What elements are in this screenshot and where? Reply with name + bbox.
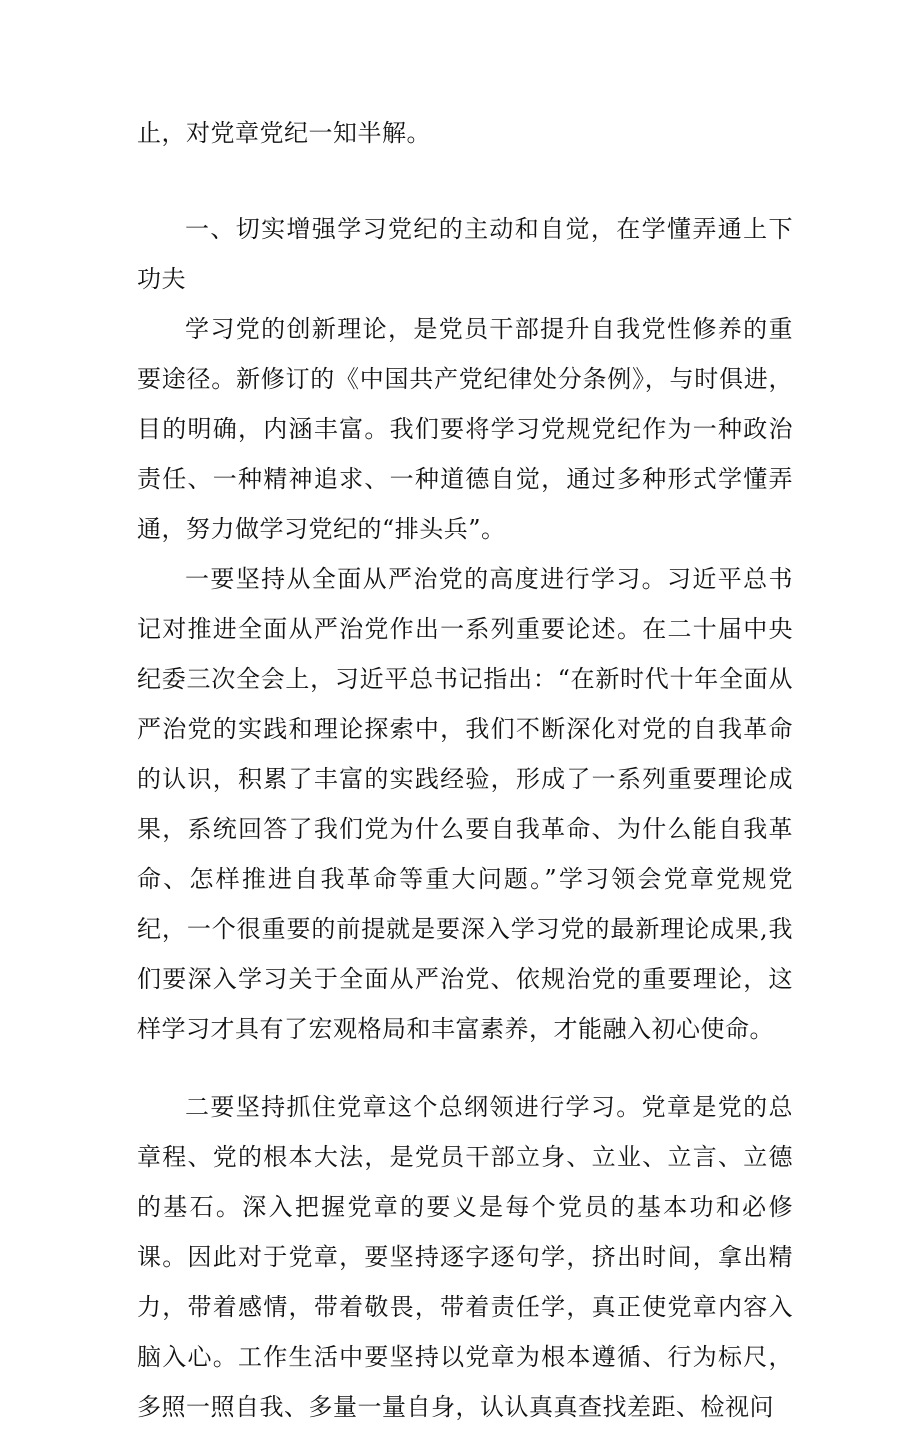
document-body xyxy=(137,108,793,1432)
paragraph-continuation: 止，对党章党纪一知半解。 xyxy=(137,119,431,147)
paragraph-point-2: 二要坚持抓住党章这个总纲领进行学习。党章是党的总章程、党的根本大法，是党员干部立身、立业、立言、立德的基石。深入把握党章的要义是每个党员的基本功和必修课。因此对于党章，要坚持逐字逐句学，挤出时间，拿出精力，带着感情，带着敬畏，带着责任学，真正使党章内容入脑入心。工作生活中要坚持以党章为根本遵循、行为标尺，多照一照自我、多量一量自身，认认真真查找差距、检视问 xyxy=(137,1093,793,1421)
paragraph-intro: 学习党的创新理论，是党员干部提升自我党性修养的重要途径。新修订的《中国共产党纪律处分条例》，与时俱进，目的明确，内涵丰富。我们要将学习党规党纪作为一种政治责任、一种精神追求、一种道德自觉，通过多种形式学懂弄通，努力做学习党纪的“排头兵”。 xyxy=(137,315,793,543)
paragraph-point-1: 一要坚持从全面从严治党的高度进行学习。习近平总书记对推进全面从严治党作出一系列重要论述。在二十届中央纪委三次全会上，习近平总书记指出：“在新时代十年全面从严治党的实践和理论探索中，我们不断深化对党的自我革命的认识，积累了丰富的实践经验，形成了一系列重要理论成果，系统回答了我们党为什么要自我革命、为什么能自我革命、怎样推进自我革命等重大问题。”学习领会党章党规党纪，一个很重要的前提就是要深入学习党的最新理论成果,我们要深入学习关于全面从严治党、依规治党的重要理论，这样学习才具有了宏观格局和丰富素养，才能融入初心使命。 xyxy=(137,565,793,1043)
section-heading-1: 一、切实增强学习党纪的主动和自觉，在学懂弄通上下功夫 xyxy=(137,215,793,293)
